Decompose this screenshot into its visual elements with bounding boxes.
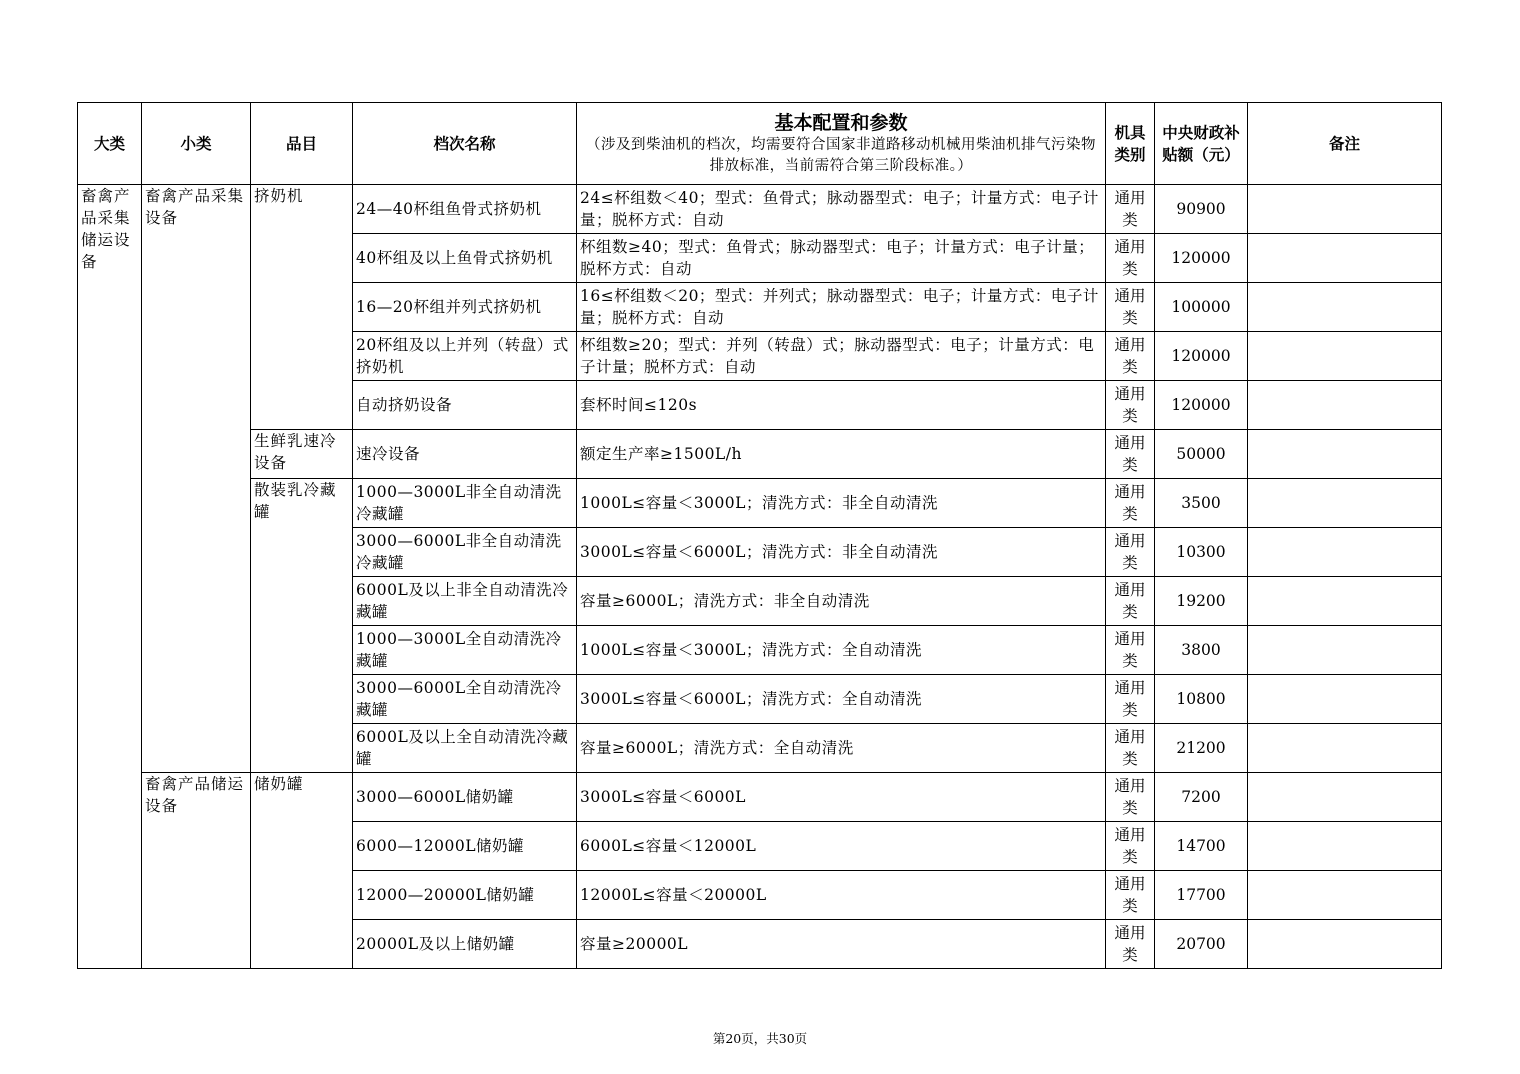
amount-cell: 90900 [1155, 185, 1248, 234]
item-cell: 挤奶机 [251, 185, 353, 430]
spec-cell: 12000L≤容量＜20000L [577, 871, 1106, 920]
grade-name-cell: 速冷设备 [353, 430, 577, 479]
page-footer: 第20页，共30页 [712, 1031, 808, 1046]
grade-name-cell: 1000—3000L全自动清洗冷藏罐 [353, 626, 577, 675]
note-cell [1248, 381, 1442, 430]
type-cell: 通用类 [1106, 332, 1155, 381]
item-cell: 生鲜乳速冷设备 [251, 430, 353, 479]
spec-cell: 杯组数≥20；型式：并列（转盘）式；脉动器型式：电子；计量方式：电子计量；脱杯方式：自动 [577, 332, 1106, 381]
amount-cell: 19200 [1155, 577, 1248, 626]
note-cell [1248, 920, 1442, 969]
amount-cell: 120000 [1155, 332, 1248, 381]
type-cell: 通用类 [1106, 577, 1155, 626]
item-cell: 散装乳冷藏罐 [251, 479, 353, 773]
amount-cell: 50000 [1155, 430, 1248, 479]
header-config [577, 103, 1106, 185]
header-item: 品目 [251, 103, 353, 185]
amount-cell: 10300 [1155, 528, 1248, 577]
spec-cell: 3000L≤容量＜6000L；清洗方式：全自动清洗 [577, 675, 1106, 724]
amount-cell: 3800 [1155, 626, 1248, 675]
note-cell [1248, 332, 1442, 381]
grade-name-cell: 40杯组及以上鱼骨式挤奶机 [353, 234, 577, 283]
minor-category-cell: 畜禽产品采集设备 [142, 185, 251, 773]
grade-name-cell: 16—20杯组并列式挤奶机 [353, 283, 577, 332]
item-cell: 储奶罐 [251, 773, 353, 969]
amount-cell: 120000 [1155, 234, 1248, 283]
grade-name-cell: 6000—12000L储奶罐 [353, 822, 577, 871]
type-cell: 通用类 [1106, 626, 1155, 675]
spec-cell: 3000L≤容量＜6000L [577, 773, 1106, 822]
grade-name-cell: 3000—6000L全自动清洗冷藏罐 [353, 675, 577, 724]
amount-cell: 14700 [1155, 822, 1248, 871]
header-config-note: （涉及到柴油机的档次，均需要符合国家非道路移动机械用柴油机排气污染物排放标准，当前需符合第三阶段标准。） [586, 136, 1096, 174]
amount-cell: 100000 [1155, 283, 1248, 332]
type-cell: 通用类 [1106, 185, 1155, 234]
type-cell: 通用类 [1106, 675, 1155, 724]
spec-cell: 6000L≤容量＜12000L [577, 822, 1106, 871]
spec-cell: 容量≥20000L [577, 920, 1106, 969]
header-config-title: 基本配置和参数 [774, 111, 908, 134]
note-cell [1248, 234, 1442, 283]
spec-cell: 16≤杯组数＜20；型式：并列式；脉动器型式：电子；计量方式：电子计量；脱杯方式：自动 [577, 283, 1106, 332]
note-cell [1248, 479, 1442, 528]
grade-name-cell: 6000L及以上全自动清洗冷藏罐 [353, 724, 577, 773]
note-cell [1248, 871, 1442, 920]
amount-cell: 20700 [1155, 920, 1248, 969]
type-cell: 通用类 [1106, 430, 1155, 479]
type-cell: 通用类 [1106, 773, 1155, 822]
header-major: 大类 [78, 103, 142, 185]
amount-cell: 3500 [1155, 479, 1248, 528]
note-cell [1248, 626, 1442, 675]
grade-name-cell: 20000L及以上储奶罐 [353, 920, 577, 969]
amount-cell: 21200 [1155, 724, 1248, 773]
table-row [78, 185, 1442, 234]
grade-name-cell: 3000—6000L非全自动清洗冷藏罐 [353, 528, 577, 577]
type-cell: 通用类 [1106, 822, 1155, 871]
type-cell: 通用类 [1106, 479, 1155, 528]
spec-cell: 杯组数≥40；型式：鱼骨式；脉动器型式：电子；计量方式：电子计量；脱杯方式：自动 [577, 234, 1106, 283]
note-cell [1248, 822, 1442, 871]
grade-name-cell: 24—40杯组鱼骨式挤奶机 [353, 185, 577, 234]
grade-name-cell: 20杯组及以上并列（转盘）式挤奶机 [353, 332, 577, 381]
spec-cell: 1000L≤容量＜3000L；清洗方式：全自动清洗 [577, 626, 1106, 675]
grade-name-cell: 6000L及以上非全自动清洗冷藏罐 [353, 577, 577, 626]
amount-cell: 10800 [1155, 675, 1248, 724]
table-row [78, 773, 1442, 822]
note-cell [1248, 577, 1442, 626]
type-cell: 通用类 [1106, 234, 1155, 283]
spec-cell: 容量≥6000L；清洗方式：全自动清洗 [577, 724, 1106, 773]
note-cell [1248, 283, 1442, 332]
spec-cell: 容量≥6000L；清洗方式：非全自动清洗 [577, 577, 1106, 626]
minor-category-cell: 畜禽产品储运设备 [142, 773, 251, 969]
spec-cell: 3000L≤容量＜6000L；清洗方式：非全自动清洗 [577, 528, 1106, 577]
note-cell [1248, 675, 1442, 724]
spec-cell: 1000L≤容量＜3000L；清洗方式：非全自动清洗 [577, 479, 1106, 528]
grade-name-cell: 12000—20000L储奶罐 [353, 871, 577, 920]
header-row [78, 103, 1442, 185]
spec-cell: 套杯时间≤120s [577, 381, 1106, 430]
note-cell [1248, 185, 1442, 234]
type-cell: 通用类 [1106, 381, 1155, 430]
spec-cell: 额定生产率≥1500L/h [577, 430, 1106, 479]
table-row [78, 479, 1442, 528]
header-subsidy: 中央财政补贴额（元） [1155, 103, 1248, 185]
major-category-cell: 畜禽产品采集储运设备 [78, 185, 142, 969]
header-grade: 档次名称 [353, 103, 577, 185]
header-remark: 备注 [1248, 103, 1442, 185]
note-cell [1248, 528, 1442, 577]
type-cell: 通用类 [1106, 920, 1155, 969]
type-cell: 通用类 [1106, 724, 1155, 773]
amount-cell: 17700 [1155, 871, 1248, 920]
type-cell: 通用类 [1106, 283, 1155, 332]
amount-cell: 7200 [1155, 773, 1248, 822]
header-type: 机具类别 [1106, 103, 1155, 185]
type-cell: 通用类 [1106, 871, 1155, 920]
header-minor: 小类 [142, 103, 251, 185]
spec-cell: 24≤杯组数＜40；型式：鱼骨式；脉动器型式：电子；计量方式：电子计量；脱杯方式：自动 [577, 185, 1106, 234]
type-cell: 通用类 [1106, 528, 1155, 577]
note-cell [1248, 773, 1442, 822]
note-cell [1248, 430, 1442, 479]
note-cell [1248, 724, 1442, 773]
grade-name-cell: 1000—3000L非全自动清洗冷藏罐 [353, 479, 577, 528]
grade-name-cell: 自动挤奶设备 [353, 381, 577, 430]
table-row [78, 430, 1442, 479]
subsidy-table [77, 102, 1442, 969]
amount-cell: 120000 [1155, 381, 1248, 430]
grade-name-cell: 3000—6000L储奶罐 [353, 773, 577, 822]
